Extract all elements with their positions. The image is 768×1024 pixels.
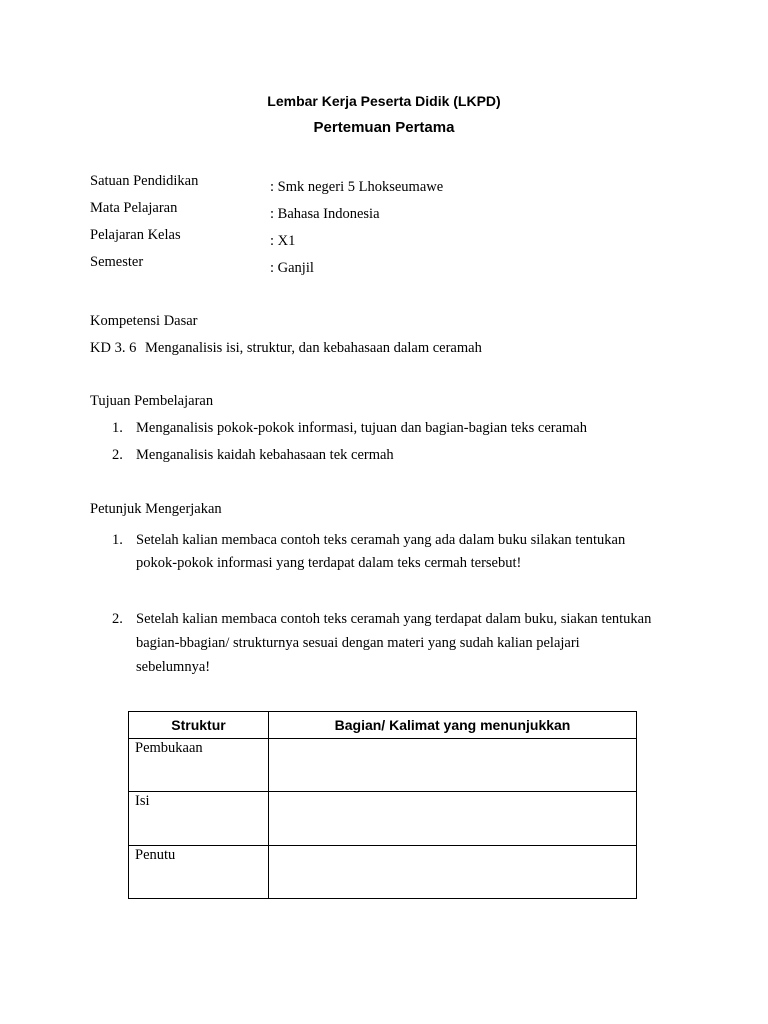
identity-value: : Bahasa Indonesia xyxy=(270,206,380,222)
document-title: Lembar Kerja Peserta Didik (LKPD) xyxy=(267,93,501,109)
list-item-text: Menganalisis kaidah kebahasaan tek cermah xyxy=(136,447,394,463)
list-item-text: Setelah kalian membaca contoh teks ceramah yang ada dalam buku silakan tentukan xyxy=(136,532,626,548)
identity-label: Mata Pelajaran xyxy=(90,200,178,216)
identity-label: Satuan Pendidikan xyxy=(90,173,199,189)
identity-label: Semester xyxy=(90,254,144,270)
identity-value: : X1 xyxy=(270,233,296,249)
table-row xyxy=(129,739,637,792)
list-item-number: 1. xyxy=(112,532,123,548)
identity-value: : Ganjil xyxy=(270,260,314,276)
tujuan-heading: Tujuan Pembelajaran xyxy=(90,393,214,409)
bagian-cell[interactable] xyxy=(269,739,637,792)
struktur-cell: Pembukaan xyxy=(129,739,269,792)
list-item-text: Setelah kalian membaca contoh teks ceramah yang terdapat dalam buku, siakan tentukan xyxy=(136,611,652,627)
list-item-text: pokok-pokok informasi yang terdapat dalam teks cermah tersebut! xyxy=(136,555,522,571)
list-item-text: Menganalisis pokok-pokok informasi, tujuan dan bagian-bagian teks ceramah xyxy=(136,420,587,436)
column-header-bagian: Bagian/ Kalimat yang menunjukkan xyxy=(269,712,637,739)
kompetensi-heading: Kompetensi Dasar xyxy=(90,313,198,329)
list-item-text: bagian-bbagian/ strukturnya sesuai dengan materi yang sudah kalian pelajari xyxy=(136,635,580,651)
column-header-struktur: Struktur xyxy=(129,712,269,739)
table-row xyxy=(129,846,637,899)
petunjuk-heading: Petunjuk Mengerjakan xyxy=(90,501,222,517)
kd-text: Menganalisis isi, struktur, dan kebahasaan dalam ceramah xyxy=(145,340,482,356)
bagian-cell[interactable] xyxy=(269,846,637,899)
identity-value: : Smk negeri 5 Lhokseumawe xyxy=(270,179,444,195)
document-subtitle: Pertemuan Pertama xyxy=(313,119,455,136)
bagian-cell[interactable] xyxy=(269,792,637,846)
kd-code: KD 3. 6 xyxy=(90,340,137,356)
list-item-number: 2. xyxy=(112,447,123,463)
structure-table xyxy=(128,711,637,899)
table-header-row xyxy=(129,712,637,739)
list-item-number: 2. xyxy=(112,611,123,627)
identity-label: Pelajaran Kelas xyxy=(90,227,181,243)
list-item-number: 1. xyxy=(112,420,123,436)
table-row xyxy=(129,792,637,846)
list-item-text: sebelumnya! xyxy=(136,659,211,675)
struktur-cell: Isi xyxy=(129,792,269,846)
struktur-cell: Penutu xyxy=(129,846,269,899)
